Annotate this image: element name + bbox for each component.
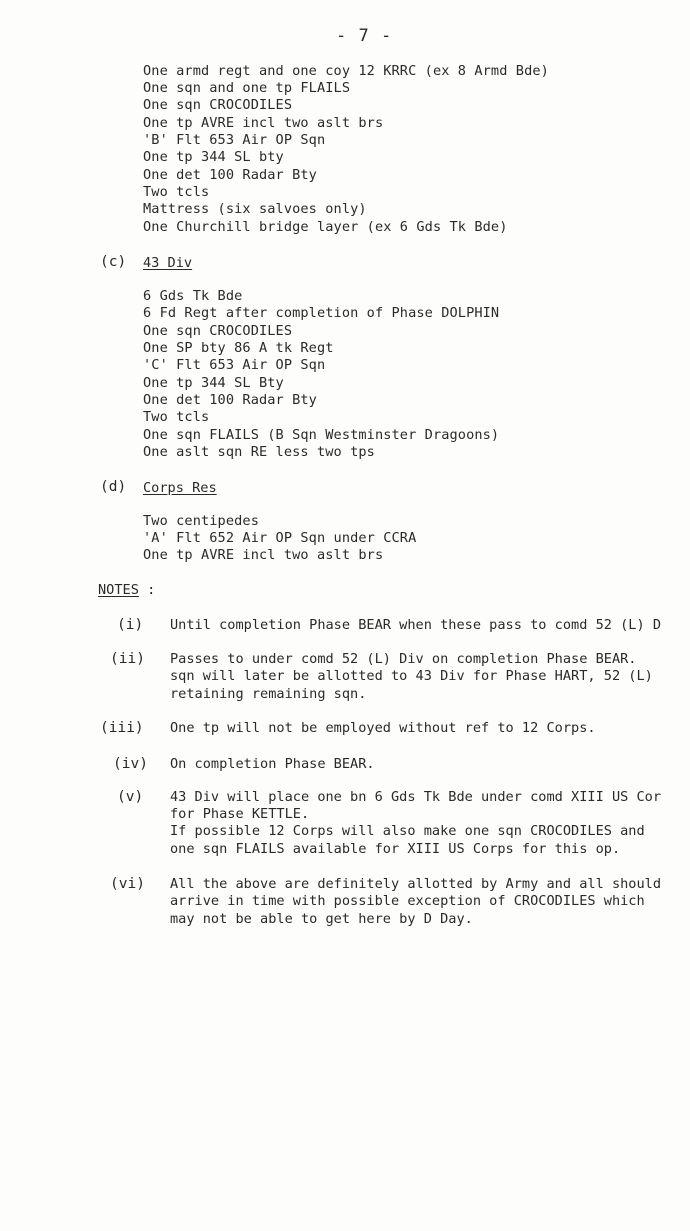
note-line: Passes to under comd 52 (L) Div on completion Phase BEAR. [170, 651, 637, 667]
note-label: (v) [117, 789, 144, 805]
notes-heading-text: NOTES [98, 582, 139, 598]
note-line: On completion Phase BEAR. [170, 756, 375, 772]
list-item: One aslt sqn RE less two tps [143, 444, 375, 460]
list-item: One Churchill bridge layer (ex 6 Gds Tk Bde) [143, 219, 508, 235]
note-line: for Phase KETTLE. [170, 806, 310, 822]
list-item: Two tcls [143, 184, 210, 200]
list-item: Mattress (six salvoes only) [143, 201, 367, 217]
list-item: Two centipedes [143, 513, 259, 529]
section-heading: Corps Res [143, 480, 217, 496]
note-label: (ii) [110, 651, 145, 667]
list-item: One tp 344 SL bty [143, 149, 284, 165]
list-item: 'A' Flt 652 Air OP Sqn under CCRA [143, 530, 417, 546]
list-item: 6 Fd Regt after completion of Phase DOLPHIN [143, 305, 500, 321]
notes-heading [98, 582, 155, 598]
note-line: Until completion Phase BEAR when these pass to comd 52 (L) D [170, 617, 662, 633]
note-line: arrive in time with possible exception of CROCODILES which [170, 893, 645, 909]
list-item: Two tcls [143, 409, 210, 425]
list-item: One SP bty 86 A tk Regt [143, 340, 334, 356]
note-label: (i) [117, 617, 144, 633]
notes-heading-colon: : [147, 582, 156, 598]
note-line: may not be able to get here by D Day. [170, 911, 473, 927]
note-line: sqn will later be allotted to 43 Div for Phase HART, 52 (L) [170, 668, 653, 684]
note-line: If possible 12 Corps will also make one sqn CROCODILES and [170, 823, 645, 839]
list-item: One armd regt and one coy 12 KRRC (ex 8 Armd Bde) [143, 63, 549, 79]
note-line: retaining remaining sqn. [170, 686, 367, 702]
note-label: (iv) [113, 756, 148, 772]
list-item: One sqn FLAILS (B Sqn Westminster Dragoons) [143, 427, 500, 443]
note-label: (vi) [110, 876, 145, 892]
list-item: 'C' Flt 653 Air OP Sqn [143, 357, 326, 373]
list-item: One sqn and one tp FLAILS [143, 80, 351, 96]
list-item: One det 100 Radar Bty [143, 167, 317, 183]
note-label: (iii) [100, 720, 144, 736]
list-item: One tp AVRE incl two aslt brs [143, 115, 384, 131]
page-number: - 7 - [336, 26, 393, 46]
note-line: 43 Div will place one bn 6 Gds Tk Bde under comd XIII US Cor [170, 789, 662, 805]
section-label: (c) [100, 254, 127, 270]
list-item: One tp AVRE incl two aslt brs [143, 547, 384, 563]
note-line: One tp will not be employed without ref to 12 Corps. [170, 720, 596, 736]
list-item: One sqn CROCODILES [143, 323, 293, 339]
list-item: One det 100 Radar Bty [143, 392, 317, 408]
list-item: 6 Gds Tk Bde [143, 288, 243, 304]
section-heading: 43 Div [143, 255, 193, 271]
list-item: One sqn CROCODILES [143, 97, 293, 113]
note-line: one sqn FLAILS available for XIII US Corps for this op. [170, 841, 621, 857]
note-line: All the above are definitely allotted by Army and all should [170, 876, 662, 892]
list-item: One tp 344 SL Bty [143, 375, 284, 391]
list-item: 'B' Flt 653 Air OP Sqn [143, 132, 326, 148]
section-label: (d) [100, 479, 127, 495]
